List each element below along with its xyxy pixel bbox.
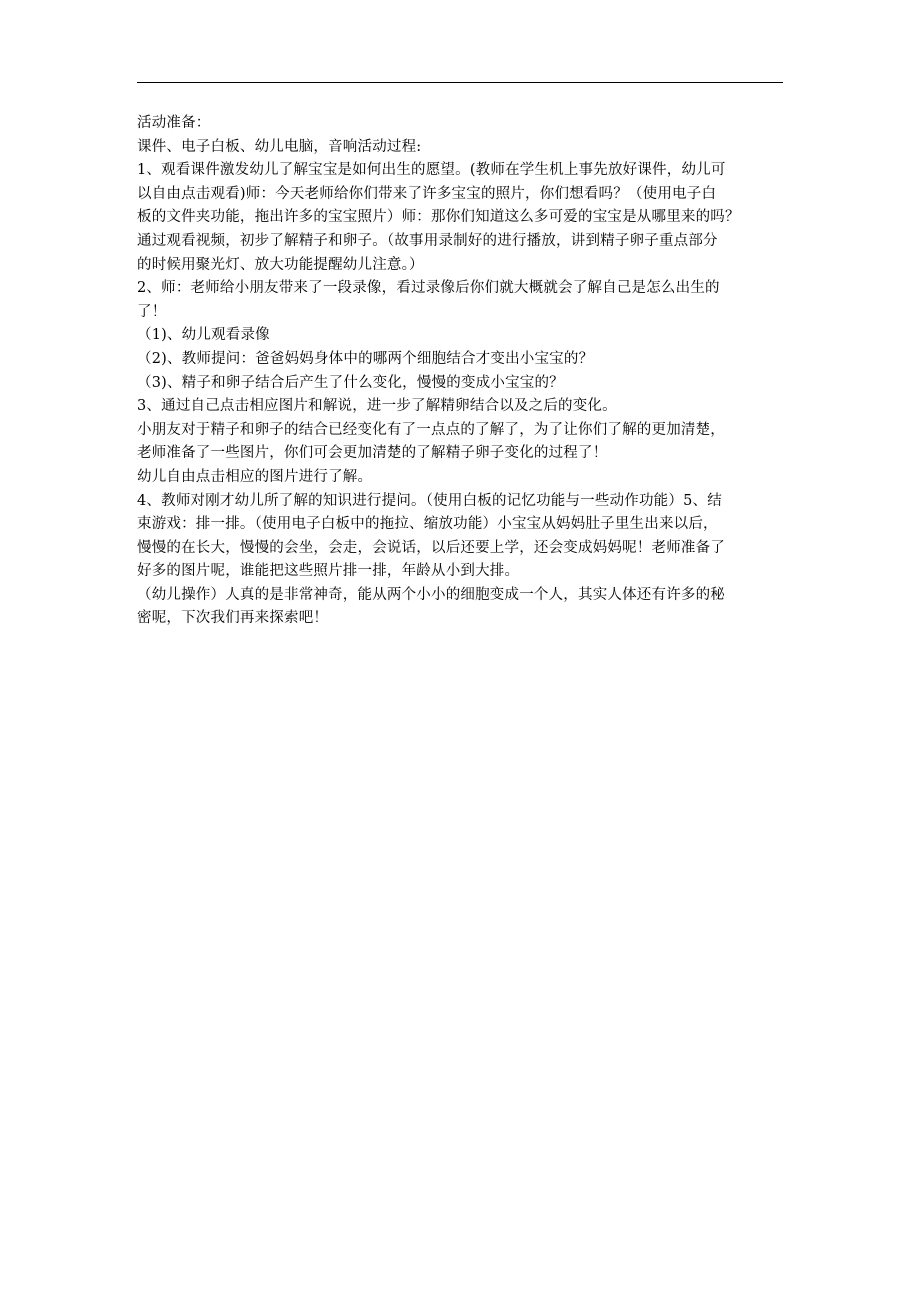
text-line: 4、教师对刚才幼儿所了解的知识进行提问。（使用白板的记忆功能与一些动作功能）5、结 <box>137 492 722 509</box>
text-line: 小朋友对于精子和卵子的结合已经变化有了一点点的了解了，为了让你们了解的更加清楚， <box>137 421 725 438</box>
text-line: 慢慢的在长大，慢慢的会坐，会走，会说话，以后还要上学，还会变成妈妈呢！老师准备了 <box>137 539 725 556</box>
text-line: 的时候用聚光灯、放大功能提醒幼儿注意。） <box>137 256 424 273</box>
header-rule <box>137 82 783 83</box>
text-line: 幼儿自由点击相应的图片进行了解。 <box>137 468 373 485</box>
text-line: （幼儿操作）人真的是非常神奇，能从两个小小的细胞变成一个人，其实人体还有许多的秘 <box>137 586 725 603</box>
text-line: （2)、教师提问：爸爸妈妈身体中的哪两个细胞结合才变出小宝宝的？ <box>137 350 594 367</box>
text-line: 好多的图片呢，谁能把这些照片排一排，年龄从小到大排。 <box>137 563 520 580</box>
text-line: 束游戏：排一排。（使用电子白板中的拖拉、缩放功能）小宝宝从妈妈肚子里生出来以后， <box>137 516 718 533</box>
text-line: 密呢，下次我们再来探索吧！ <box>137 610 329 627</box>
text-line: 1、观看课件激发幼儿了解宝宝是如何出生的愿望。(教师在学生机上事先放好课件，幼儿可 <box>137 162 726 179</box>
text-line: 2、师：老师给小朋友带来了一段录像，看过录像后你们就大概就会了解自己是怎么出生的 <box>137 280 720 297</box>
text-line: 板的文件夹功能，拖出许多的宝宝照片）师：那你们知道这么多可爱的宝宝是从哪里来的吗？ <box>137 209 740 226</box>
text-line: 老师准备了一些图片，你们可会更加清楚的了解精子卵子变化的过程了！ <box>137 445 608 462</box>
text-line: 课件、电子白板、幼儿电脑，音响活动过程: <box>137 138 422 155</box>
text-line: 以自由点击观看)师：今天老师给你们带来了许多宝宝的照片，你们想看吗？（使用电子白 <box>137 185 717 202</box>
text-line: 3、通过自己点击相应图片和解说，进一步了解精卵结合以及之后的变化。 <box>137 398 617 415</box>
text-line: 了！ <box>137 303 167 320</box>
text-line: 活动准备： <box>137 115 211 131</box>
text-line: （3)、精子和卵子结合后产生了什么变化，慢慢的变成小宝宝的？ <box>137 374 564 391</box>
text-line: 通过观看视频，初步了解精子和卵子。（故事用录制好的进行播放，讲到精子卵子重点部分 <box>137 232 718 249</box>
document-body <box>137 112 787 631</box>
text-line: （1)、幼儿观看录像 <box>137 327 270 344</box>
